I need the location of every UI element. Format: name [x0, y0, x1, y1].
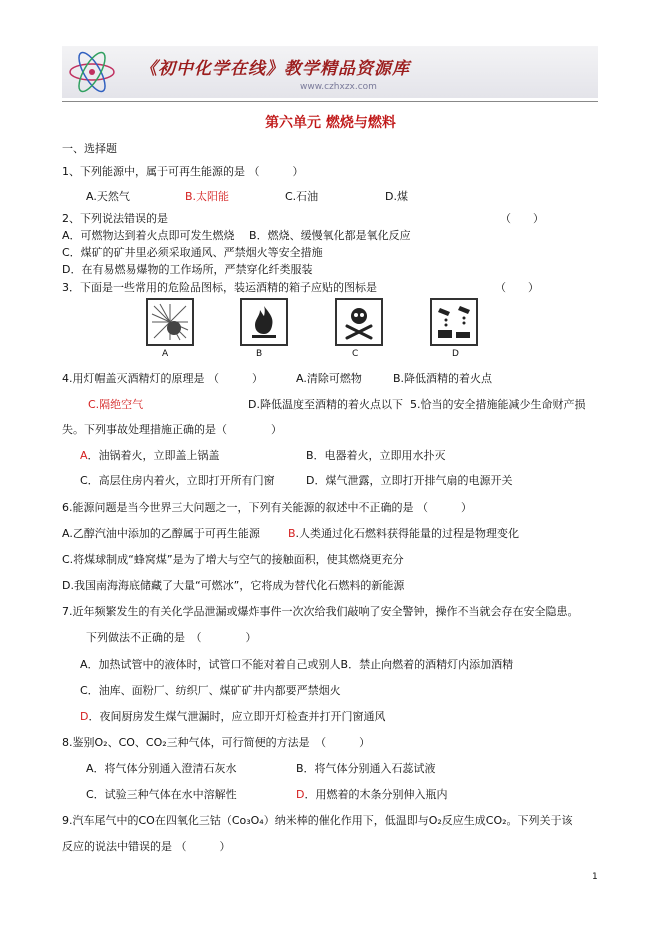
question-4-option-d: D.降低温度至酒精的着火点以下: [248, 398, 403, 411]
section-heading: 一、选择题: [62, 142, 117, 155]
icon-label-c: C: [352, 349, 359, 359]
question-6-option-d: D.我国南海海底储藏了大量“可燃冰”，它将成为替代化石燃料的新能源: [62, 579, 405, 592]
question-6-option-a: A.乙醇汽油中添加的乙醇属于可再生能源: [62, 527, 260, 540]
question-7-option-c: C．油库、面粉厂、纺织厂、煤矿矿井内都要严禁烟火: [80, 684, 341, 697]
question-2-stem: 2、下列说法错误的是: [62, 212, 168, 225]
question-5-option-d: D．煤气泄露，立即打开排气扇的电源开关: [306, 474, 513, 487]
header-divider: [62, 101, 598, 102]
question-6-stem: 6.能源问题是当今世界三大问题之一，下列有关能源的叙述中不正确的是 （ ）: [62, 501, 472, 514]
question-7-option-a-b: A．加热试管中的液体时，试管口不能对着自己或别人B．禁止向燃着的酒精灯内添加酒精: [80, 658, 514, 671]
question-8-stem: 8.鉴别O₂、CO、CO₂三种气体，可行简便的方法是 （ ）: [62, 736, 371, 749]
question-6-option-b-text: .人类通过化石燃料获得能量的过程是物理变化: [295, 527, 520, 540]
question-4-option-c: C.隔绝空气: [88, 398, 144, 411]
question-8-option-d: D．用燃着的木条分别伸入瓶内: [296, 788, 448, 801]
question-5-option-a-text: ．油锅着火，立即盖上锅盖: [87, 449, 220, 462]
question-3-bracket: （ ）: [495, 281, 539, 294]
icon-label-b: B: [256, 349, 263, 359]
question-2-line-2: C．煤矿的矿井里必须采取通风、严禁烟火等安全措施: [62, 246, 323, 259]
question-1-stem: 1、下列能源中，属于可再生能源的是 （ ）: [62, 165, 304, 178]
question-5-option-a: A．油锅着火，立即盖上锅盖: [80, 449, 220, 462]
question-6-option-c: C.将煤球制成“蜂窝煤”是为了增大与空气的接触面积，使其燃烧更充分: [62, 553, 404, 566]
question-6-option-b: B.人类通过化石燃料获得能量的过程是物理变化: [288, 527, 520, 540]
question-7-option-d: D．夜间厨房发生煤气泄漏时，应立即开灯检查并打开门窗通风: [80, 710, 386, 723]
document-title: 第六单元 燃烧与燃料: [265, 115, 396, 131]
question-7-stem: 7.近年频繁发生的有关化学品泄漏或爆炸事件一次次给我们敲响了安全警钟，操作不当就会存在安全隐患。: [62, 605, 579, 618]
corrosive-hazard-icon: [430, 298, 478, 346]
atom-logo-icon: [66, 48, 118, 96]
question-5-stem: 5.恰当的安全措施能减少生命财产损: [410, 398, 586, 411]
question-9-stem: 9.汽车尾气中的CO在四氧化三钴（Co₃O₄）纳米棒的催化作用下，低温即与O₂反应生成CO₂。下列关于该: [62, 814, 573, 827]
question-2-line-1: A．可燃物达到着火点即可发生燃烧 B．燃烧、缓慢氧化都是氧化反应: [62, 229, 411, 242]
question-5-option-c: C．高层住房内着火，立即打开所有门窗: [80, 474, 275, 487]
question-1-option-b: B.太阳能: [185, 190, 230, 203]
explosive-hazard-icon: [146, 298, 194, 346]
question-4-option-a: A.清除可燃物: [296, 372, 362, 385]
icon-label-a: A: [162, 349, 169, 359]
question-5-stem-continued: 失。下列事故处理措施正确的是（ ）: [62, 423, 282, 436]
question-4-option-b: B.降低酒精的着火点: [393, 372, 493, 385]
question-2-line-3: D．在有易燃易爆物的工作场所，严禁穿化纤类服装: [62, 263, 313, 276]
question-1-option-a: A.天然气: [86, 190, 130, 203]
question-8-option-a: A．将气体分别通入澄清石灰水: [86, 762, 237, 775]
flammable-hazard-icon: [240, 298, 288, 346]
question-9-stem-2: 反应的说法中错误的是 （ ）: [62, 840, 231, 853]
toxic-hazard-icon: [335, 298, 383, 346]
banner-url: www.czhxzx.com: [300, 82, 377, 92]
question-1-option-c: C.石油: [285, 190, 319, 203]
question-8-option-b: B．将气体分别通入石蕊试液: [296, 762, 436, 775]
question-1-option-d: D.煤: [385, 190, 408, 203]
page-number: 1: [592, 872, 598, 882]
question-2-bracket: （ ）: [500, 212, 544, 225]
question-3-stem: 3．下面是一些常用的危险品图标，装运酒精的箱子应贴的图标是: [62, 281, 377, 294]
banner-title: 《初中化学在线》教学精品资源库: [140, 59, 410, 79]
icon-label-d: D: [452, 349, 459, 359]
question-4-stem: 4.用灯帽盖灭酒精灯的原理是 （ ）: [62, 372, 263, 385]
question-8-option-d-text: ．用燃着的木条分别伸入瓶内: [304, 788, 448, 801]
question-7-option-d-text: ．夜间厨房发生煤气泄漏时，应立即开灯检查并打开门窗通风: [88, 710, 386, 723]
question-8-option-c: C．试验三种气体在水中溶解性: [86, 788, 237, 801]
question-7-stem-2: 下列做法不正确的是 （ ）: [86, 631, 257, 644]
question-5-option-b: B．电器着火，立即用水扑灭: [306, 449, 446, 462]
